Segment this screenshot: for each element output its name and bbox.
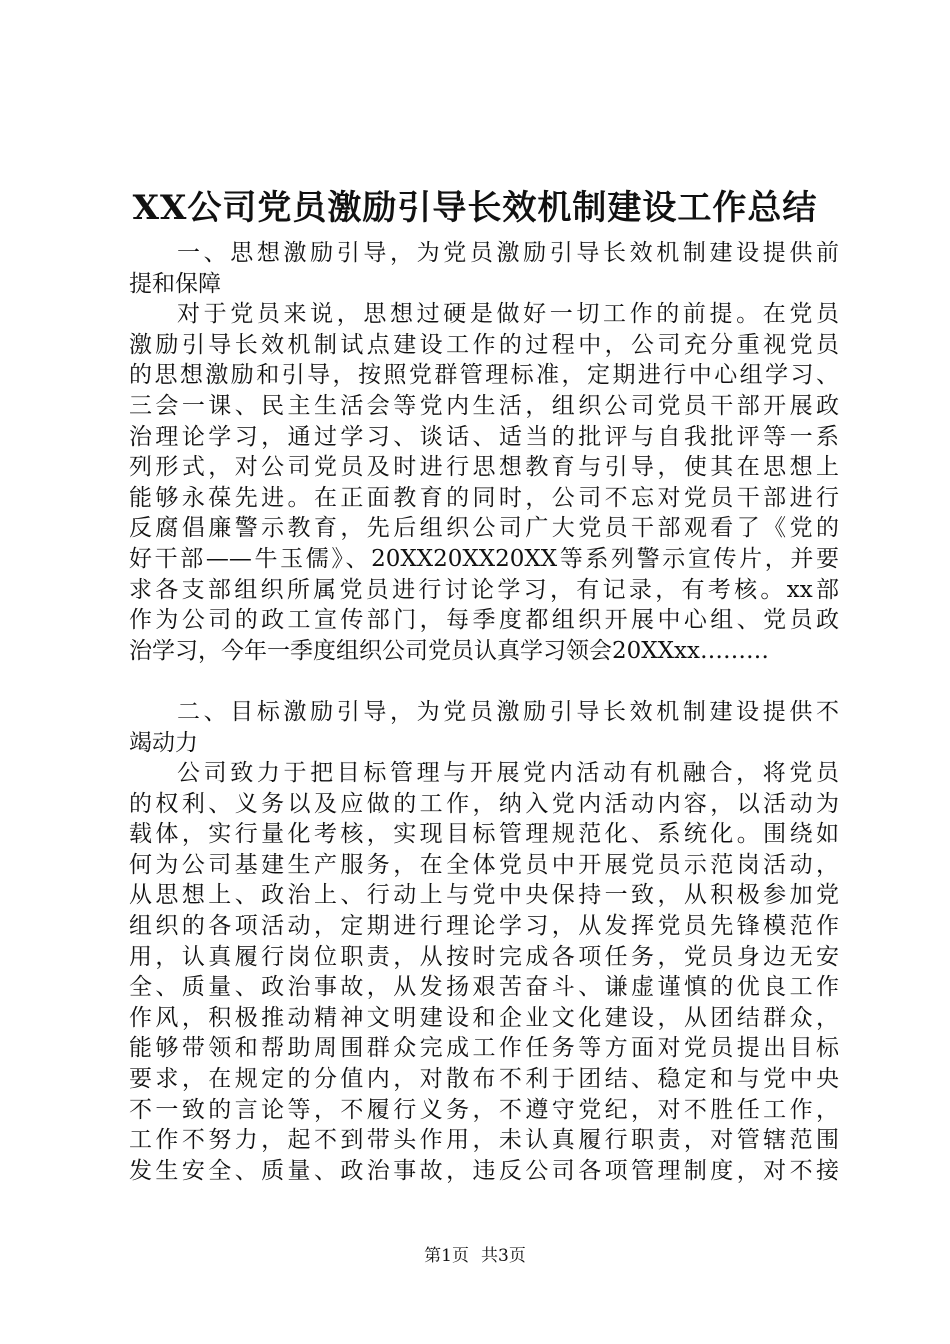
page-footer — [0, 1244, 950, 1268]
text-line: 提和保障 — [129, 270, 221, 297]
text-line: 载体，实行量化考核，实现目标管理规范化、系统化。围绕如 — [129, 821, 839, 848]
text-line: 激励引导长效机制试点建设工作的过程中，公司充分重视党员 — [129, 331, 839, 358]
text-line: 公司致力于把目标管理与开展党内活动有机融合，将党员 — [177, 760, 839, 787]
text-line: 好干部——牛玉儒》、20XX20XX20XX等系列警示宣传片，并要 — [129, 545, 839, 572]
text-line: 三会一课、民主生活会等党内生活，组织公司党员干部开展政 — [129, 392, 839, 419]
text-line: 的思想激励和引导，按照党群管理标准，定期进行中心组学习、 — [129, 362, 839, 389]
document-body — [129, 238, 839, 1186]
text-line: 何为公司基建生产服务，在全体党员中开展党员示范岗活动， — [129, 851, 839, 878]
text-line: 反腐倡廉警示教育，先后组织公司广大党员干部观看了《党的 — [129, 515, 839, 542]
text-line: 能够永葆先进。在正面教育的同时，公司不忘对党员干部进行 — [129, 484, 839, 511]
text-line: 求各支部组织所属党员进行讨论学习，有记录，有考核。xx部 — [129, 576, 839, 603]
text-line: 对于党员来说，思想过硬是做好一切工作的前提。在党员 — [177, 301, 839, 328]
text-line: 列形式，对公司党员及时进行思想教育与引导，使其在思想上 — [129, 454, 839, 481]
page-total: 共3页 — [481, 1246, 526, 1266]
page-number: 第1页 — [424, 1246, 469, 1266]
text-line: 作风，积极推动精神文明建设和企业文化建设，从团结群众， — [129, 1004, 839, 1031]
text-line: 竭动力 — [129, 729, 198, 756]
text-line: 作为公司的政工宣传部门，每季度都组织开展中心组、党员政 — [129, 607, 839, 634]
text-line: 工作不努力，起不到带头作用，未认真履行职责，对管辖范围 — [129, 1127, 839, 1154]
text-line: 组织的各项活动，定期进行理论学习，从发挥党员先锋模范作 — [129, 913, 839, 940]
text-line: 发生安全、质量、政治事故，违反公司各项管理制度，对不接 — [129, 1157, 839, 1184]
text-line: 用，认真履行岗位职责，从按时完成各项任务，党员身边无安 — [129, 943, 839, 970]
text-line: 治理论学习，通过学习、谈话、适当的批评与自我批评等一系 — [129, 423, 839, 450]
text-line: 治学习，今年一季度组织公司党员认真学习领会20XXxx……… — [129, 637, 769, 664]
text-line: 能够带领和帮助周围群众完成工作任务等方面对党员提出目标 — [129, 1035, 839, 1062]
paragraph-spacer — [129, 666, 839, 697]
text-line: 全、质量、政治事故，从发扬艰苦奋斗、谦虚谨慎的优良工作 — [129, 974, 839, 1001]
text-line: 一、思想激励引导，为党员激励引导长效机制建设提供前 — [177, 240, 839, 266]
text-line: 二、目标激励引导，为党员激励引导长效机制建设提供不 — [177, 698, 839, 725]
text-line: 不一致的言论等，不履行义务，不遵守党纪，对不胜任工作， — [129, 1096, 839, 1123]
text-line: 要求，在规定的分值内，对散布不利于团结、稳定和与党中央 — [129, 1066, 839, 1093]
text-line: 从思想上、政治上、行动上与党中央保持一致，从积极参加党 — [129, 882, 839, 909]
document-title: XX公司党员激励引导长效机制建设工作总结 — [132, 188, 818, 228]
text-line: 的权利、义务以及应做的工作，纳入党内活动内容，以活动为 — [129, 790, 839, 817]
